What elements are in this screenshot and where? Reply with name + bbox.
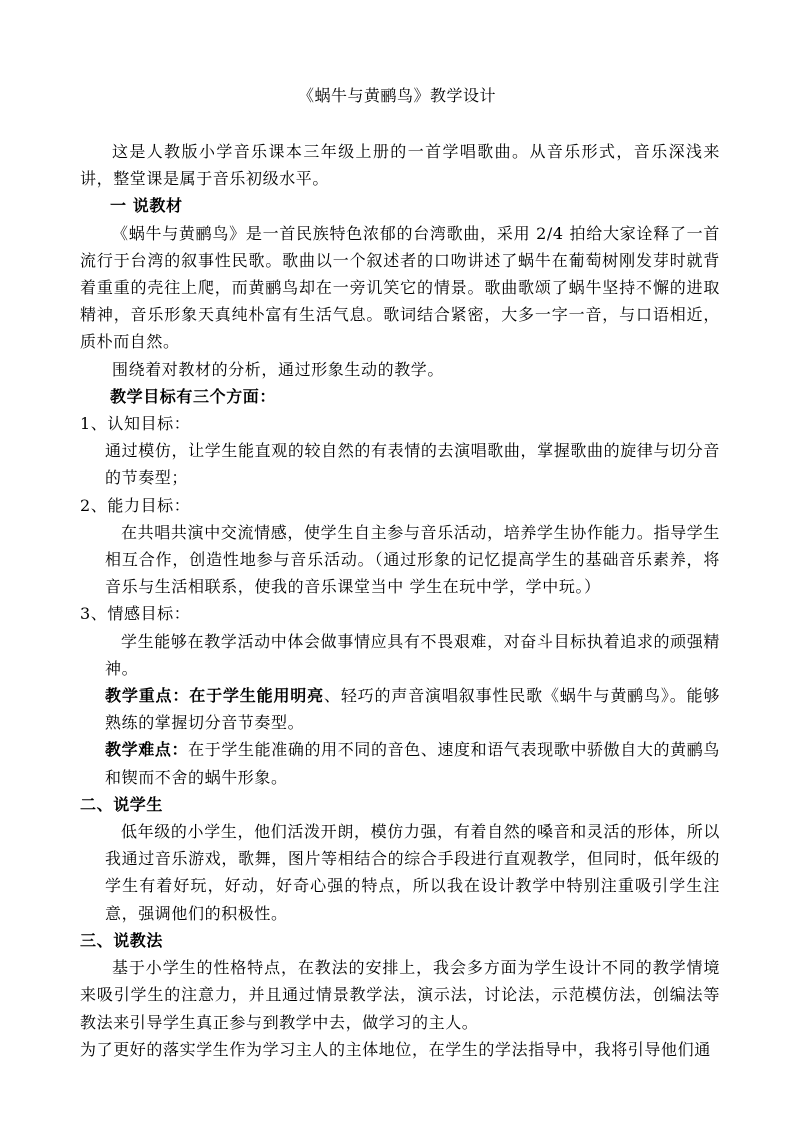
- section2-paragraph: 低年级的小学生，他们活泼开朗，模仿力强，有着自然的嗓音和灵活的形体，所以我通过音乐游戏，歌舞，图片等相结合的综合手段进行直观教学，但同时，低年级的学生有着好玩，好动，好奇心强的特点，所以我在设计教学中特别注重吸引学生注意，强调他们的积极性。: [105, 822, 720, 923]
- goal3-label: 3、情感目标：: [80, 604, 191, 624]
- goal3-text: 学生能够在教学活动中体会做事情应具有不畏艰难，对奋斗目标执着追求的顽强精神。: [105, 631, 720, 678]
- key-point-label: 教学重点：在于学生能用明亮: [105, 686, 324, 706]
- section3-heading: [80, 927, 720, 954]
- section3-paragraph-2: 为了更好的落实学生作为学习主人的主体地位，在学生的学法指导中，我将引导他们通: [80, 1039, 711, 1059]
- key-point-paragraph: [80, 682, 720, 736]
- section1-heading: [80, 192, 720, 219]
- section1-paragraph-1: 《蜗牛与黄鹂鸟》是一首民族特色浓郁的台湾歌曲，采用 2/4 拍给大家诠释了一首流行于台湾的叙事性民歌。歌曲以一个叙述者的口吻讲述了蜗牛在葡萄树刚发芽时就背着重重的壳往上爬，而黄鹂鸟却在一旁讥笑它的情景。歌曲歌颂了蜗牛坚持不懈的进取精神，音乐形象天真纯朴富有生活气息。歌词结合紧密，大多一字一音，与口语相近，质朴而自然。: [80, 223, 720, 352]
- section2-heading-text: 二、说学生: [80, 794, 164, 814]
- difficulty-paragraph: [80, 736, 720, 790]
- goals-heading: [80, 383, 720, 410]
- goal1-text: 通过模仿，让学生能直观的较自然的有表情的去演唱歌曲，掌握歌曲的旋律与切分音的节奏型；: [105, 441, 720, 488]
- section1-heading-text: 一 说教材: [110, 196, 183, 216]
- difficulty-text: 在于学生能准确的用不同的音色、速度和语气表现歌中骄傲自大的黄鹂鸟和锲而不舍的蜗牛形象。: [105, 740, 720, 787]
- difficulty-label: 教学难点：: [105, 740, 189, 760]
- goal2-label: 2、能力目标：: [80, 495, 191, 515]
- intro-paragraph: 这是人教版小学音乐课本三年级上册的一首学唱歌曲。从音乐形式，音乐深浅来讲，整堂课是属于音乐初级水平。: [80, 142, 720, 189]
- section3-heading-text: 三、说教法: [80, 930, 164, 950]
- key-point-text: 、轻巧的声音演唱叙事性民歌《蜗牛与黄鹂鸟》。能够熟练的掌握切分音节奏型。: [105, 686, 720, 733]
- section2-heading: [80, 791, 720, 818]
- section1-paragraph-2: 围绕着对教材的分析，通过形象生动的教学。: [112, 359, 445, 379]
- goal2-text: 在共唱共演中交流情感，使学生自主参与音乐活动，培养学生协作能力。指导学生相互合作，创造性地参与音乐活动。（通过形象的记忆提高学生的基础音乐素养，将音乐与生活相联系，使我的音乐课堂当中 学生在玩中学，学中玩。）: [105, 522, 720, 597]
- goals-heading-text: 教学目标有三个方面：: [110, 386, 277, 406]
- document-title: 《蜗牛与黄鹂鸟》教学设计: [297, 86, 496, 105]
- goal1-label: 1、认知目标：: [80, 414, 191, 434]
- section3-paragraph-1: 基于小学生的性格特点，在教法的安排上，我会多方面为学生设计不同的教学情境来吸引学生的注意力，并且通过情景教学法，演示法，讨论法，示范模仿法，创编法等教法来引导学生真正参与到教学中去，做学习的主人。: [80, 958, 720, 1032]
- document-body: [80, 138, 720, 1063]
